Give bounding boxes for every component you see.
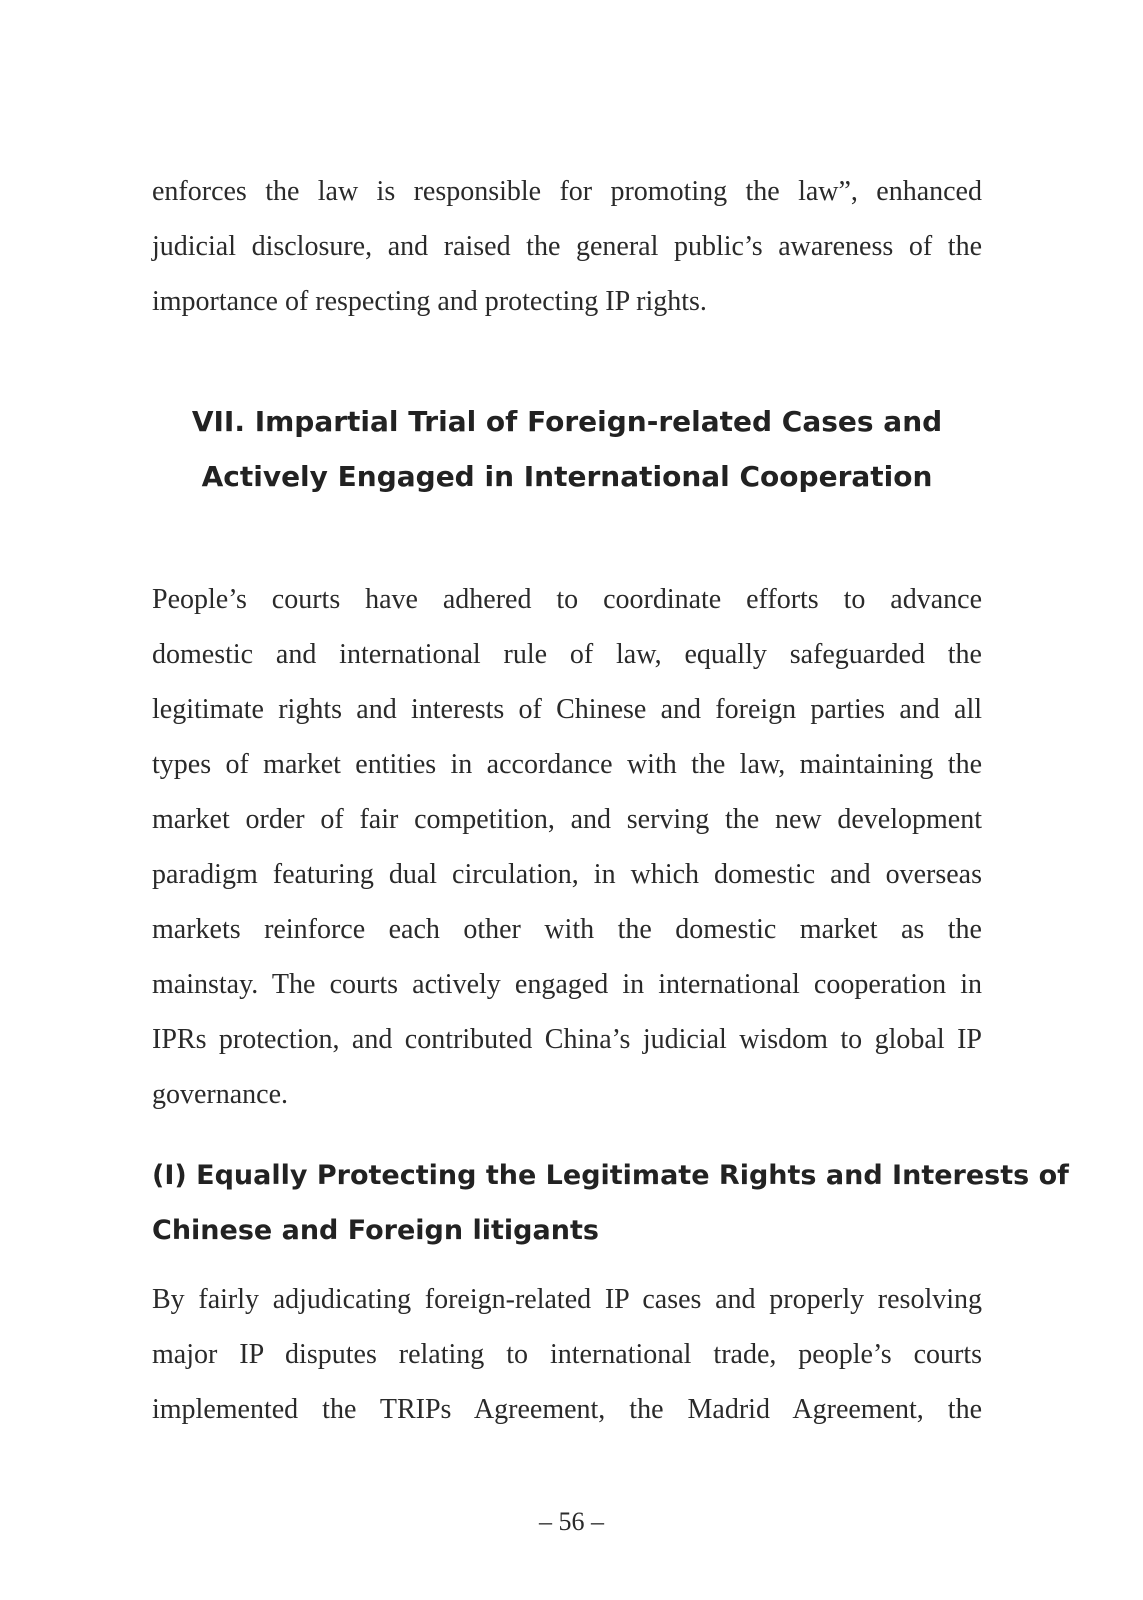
paragraph-line: types of market entities in accordance with the law, maintaining the (152, 749, 982, 780)
chapter-heading-line: Actively Engaged in International Cooperation (201, 460, 933, 493)
paragraph-line: enforces the law is responsible for promoting the law”, enhanced (152, 176, 982, 207)
paragraph-line: implemented the TRIPs Agreement, the Madrid Agreement, the (152, 1394, 982, 1425)
chapter-heading-line: VII. Impartial Trial of Foreign-related Cases and (191, 405, 943, 438)
paragraph-line: judicial disclosure, and raised the general public’s awareness of the (152, 231, 982, 262)
paragraph-chapter (152, 572, 982, 1122)
section-heading (152, 1148, 1069, 1258)
paragraph-line: People’s courts have adhered to coordinate efforts to advance (152, 584, 982, 615)
paragraph-line: markets reinforce each other with the domestic market as the (152, 914, 982, 945)
paragraph-line: governance. (152, 1079, 289, 1110)
paragraph-line: market order of fair competition, and serving the new development (152, 804, 982, 835)
chapter-heading (152, 394, 982, 504)
paragraph-line: domestic and international rule of law, equally safeguarded the (152, 639, 982, 670)
paragraph-line: IPRs protection, and contributed China’s judicial wisdom to global IP (152, 1024, 982, 1055)
paragraph-line: mainstay. The courts actively engaged in international cooperation in (152, 969, 982, 1000)
page-number: – 56 – (539, 1507, 604, 1536)
paragraph-line: importance of respecting and protecting IP rights. (152, 286, 707, 317)
section-heading-line: Chinese and Foreign litigants (152, 1215, 599, 1246)
paragraph-line: paradigm featuring dual circulation, in which domestic and overseas (152, 859, 982, 890)
paragraph-section (152, 1272, 982, 1437)
section-heading-line: (I) Equally Protecting the Legitimate Rights and Interests of (152, 1160, 1069, 1191)
paragraph-line: major IP disputes relating to international trade, people’s courts (152, 1339, 982, 1370)
paragraph-line: legitimate rights and interests of Chinese and foreign parties and all (152, 694, 982, 725)
paragraph-line: By fairly adjudicating foreign-related IP cases and properly resolving (152, 1284, 982, 1315)
paragraph-intro (152, 164, 982, 329)
